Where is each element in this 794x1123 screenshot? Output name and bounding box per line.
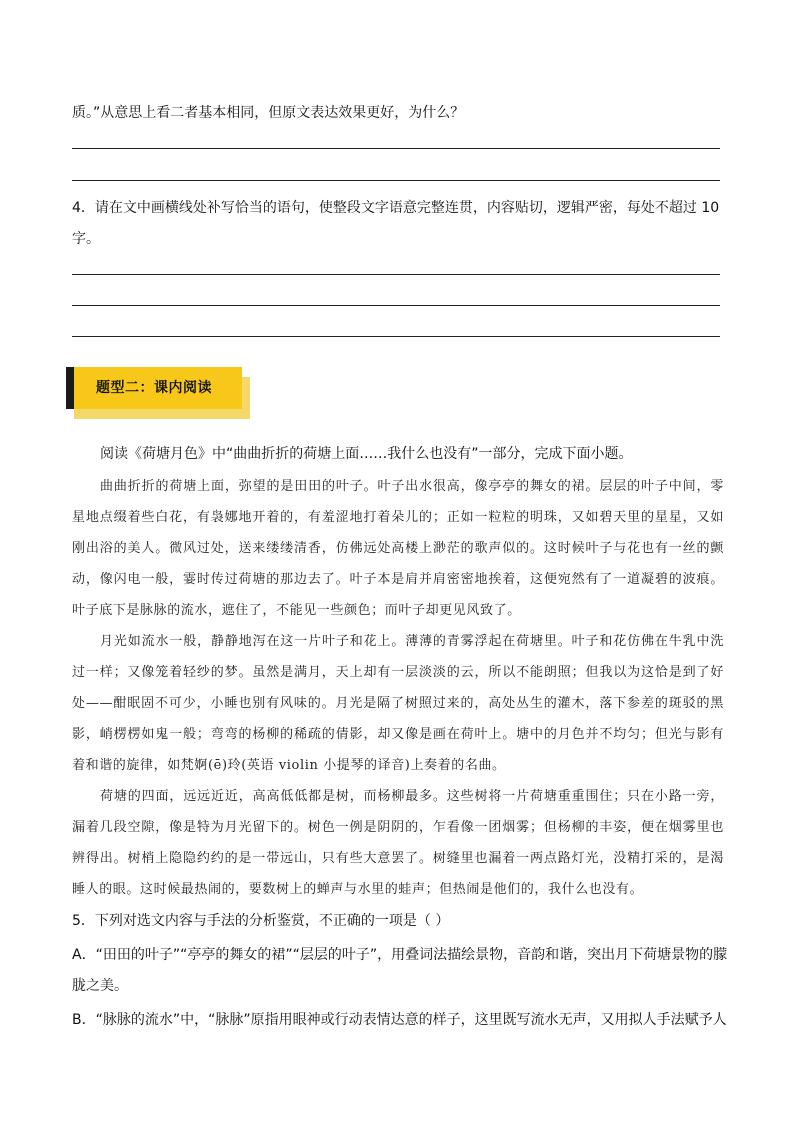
reading-instruction: 阅读《荷塘月色》中“曲曲折折的荷塘上面……我什么也没有”一部分，完成下面小题。 [100, 446, 633, 462]
answer-line[interactable] [72, 274, 720, 275]
passage-paragraph-3: 荷塘的四面，远远近近，高高低低都是树，而杨柳最多。这些树将一片荷塘重重围住；只在小路一旁，漏着几段空隙，像是特为月光留下的。树色一例是阴阴的，乍看像一团烟雾；但杨柳的丰姿，便在烟雾里也辨得出。树梢上隐隐约约的是一带远山，只有些大意罢了。树缝里也漏着一两点路灯光，没精打采的，是渴睡人的眼。这时候最热闹的，要数树上的蝉声与水里的蛙声；但热闹是他们的，我什么也没有。 [72, 789, 724, 897]
question-3-tail: 质。”从意思上看二者基本相同，但原文表达效果更好，为什么？ [72, 105, 465, 121]
answer-line[interactable] [72, 305, 720, 306]
reading-passage [72, 471, 724, 905]
option-b-line1[interactable]: B．“脉脉的流水”中，“脉脉”原指用眼神或行动表情达意的样子，这里既写流水无声，又用拟人手法赋予人 [72, 1012, 727, 1028]
question-4-line2: 字。 [72, 231, 100, 247]
option-a-line2[interactable]: 胧之美。 [72, 978, 128, 994]
answer-line[interactable] [72, 336, 720, 337]
option-a-line1[interactable]: A．“田田的叶子”“亭亭的舞女的裙”“层层的叶子”，用叠词法描绘景物，音韵和谐，突出月下荷塘景物的朦 [72, 947, 728, 963]
section-title: 题型二：课内阅读 [96, 380, 212, 396]
question-5-stem: 5．下列对选文内容与手法的分析鉴赏，不正确的一项是（ ） [72, 913, 450, 929]
section-banner [66, 367, 252, 419]
passage-paragraph-1: 曲曲折折的荷塘上面，弥望的是田田的叶子。叶子出水很高，像亭亭的舞女的裙。层层的叶子中间，零星地点缀着些白花，有袅娜地开着的，有羞涩地打着朵儿的；正如一粒粒的明珠，又如碧天里的星星，又如刚出浴的美人。微风过处，送来缕缕清香，仿佛远处高楼上渺茫的歌声似的。这时候叶子与花也有一丝的颤动，像闪电一般，霎时传过荷塘的那边去了。叶子本是肩并肩密密地挨着，这便宛然有了一道凝碧的波痕。叶子底下是脉脉的流水，遮住了，不能见一些颜色；而叶子却更见风致了。 [72, 479, 724, 618]
passage-paragraph-2: 月光如流水一般，静静地泻在这一片叶子和花上。薄薄的青雾浮起在荷塘里。叶子和花仿佛在牛乳中洗过一样；又像笼着轻纱的梦。虽然是满月，天上却有一层淡淡的云，所以不能朗照；但我以为这恰是到了好处——酣眠固不可少，小睡也别有风味的。月光是隔了树照过来的，高处丛生的灌木，落下参差的斑驳的黑影，峭楞楞如鬼一般；弯弯的杨柳的稀疏的倩影，却又像是画在荷叶上。塘中的月色并不均匀；但光与影有着和谐的旋律，如梵婀(ē)玲(英语 violin 小提琴的译音)上奏着的名曲。 [72, 634, 724, 773]
question-4-line1: 4．请在文中画横线处补写恰当的语句，使整段文字语意完整连贯，内容贴切，逻辑严密，每处不超过 10 [72, 200, 720, 216]
answer-line[interactable] [72, 180, 720, 181]
answer-line[interactable] [72, 148, 720, 149]
